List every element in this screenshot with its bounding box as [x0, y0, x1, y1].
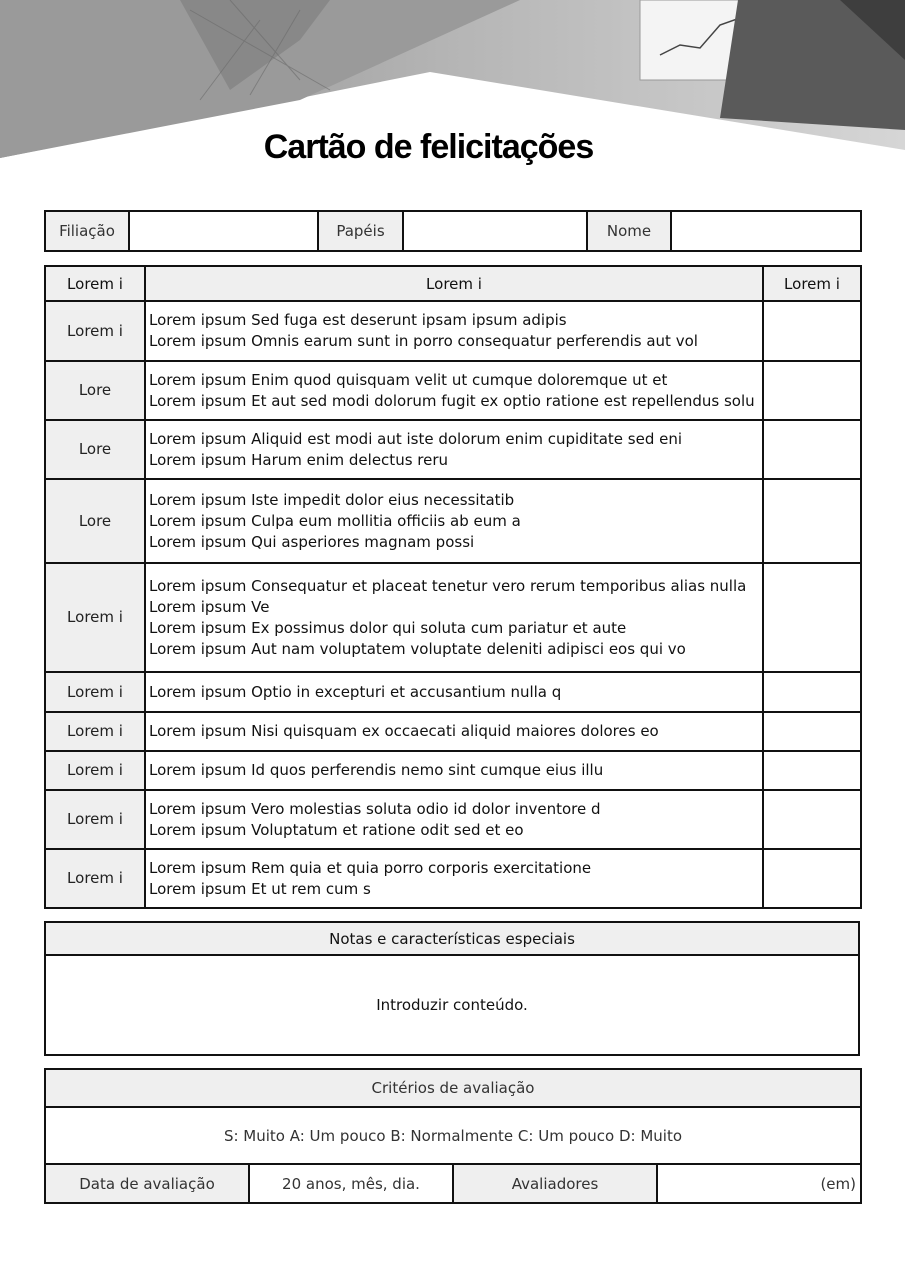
row-content [145, 751, 763, 790]
affiliation-label: Filiação [45, 211, 129, 251]
page-title: Cartão de felicitações [263, 128, 594, 166]
table-row [45, 712, 861, 751]
score-cell[interactable] [763, 420, 861, 479]
row-text-line: Lorem ipsum Et ut rem cum s [149, 879, 371, 898]
notes-header: Notas e características especiais [45, 922, 859, 955]
row-text-line: Lorem ipsum Qui asperiores magnam possi [149, 532, 475, 551]
table-row [45, 420, 861, 479]
row-text-line: Lorem ipsum Culpa eum mollitia officiis ab eum a [149, 511, 521, 530]
roles-label: Papéis [318, 211, 403, 251]
criteria-header: Critérios de avaliação [45, 1069, 861, 1107]
affiliation-field[interactable] [129, 211, 318, 251]
row-content [145, 849, 763, 908]
row-text-line: Lorem ipsum Harum enim delectus reru [149, 450, 449, 469]
row-label: Lorem i [45, 849, 145, 908]
row-label: Lorem i [45, 672, 145, 712]
row-text-line: Lorem ipsum Ex possimus dolor qui soluta cum pariatur et aute [149, 618, 627, 637]
row-text-line: Lorem ipsum Id quos perferendis nemo sint cumque eius illu [149, 761, 604, 779]
info-table [44, 210, 862, 252]
evaluators-label: Avaliadores [453, 1164, 657, 1203]
row-label: Lorem i [45, 790, 145, 849]
row-text-line: Lorem ipsum Voluptatum et ratione odit sed et eo [149, 820, 524, 839]
row-text-line: Lorem ipsum Omnis earum sunt in porro consequatur perferendis aut vol [149, 332, 698, 350]
row-label: Lore [45, 361, 145, 420]
row-text-line: Lorem ipsum Enim quod quisquam velit ut cumque doloremque ut et [149, 370, 668, 389]
row-text-line: Lorem ipsum Aliquid est modi aut iste dolorum enim cupiditate sed eni [149, 429, 683, 448]
evaluation-date-label: Data de avaliação [45, 1164, 249, 1203]
score-cell[interactable] [763, 479, 861, 563]
table-row [45, 479, 861, 563]
column-header: Lorem i [763, 266, 861, 301]
table-row [45, 361, 861, 420]
table-row [45, 790, 861, 849]
row-content [145, 479, 763, 563]
row-label: Lore [45, 479, 145, 563]
notes-table [44, 921, 860, 1056]
row-label: Lorem i [45, 712, 145, 751]
row-content [145, 301, 763, 361]
row-text-line: Lorem ipsum Vero molestias soluta odio id dolor inventore d [149, 799, 601, 818]
column-header: Lorem i [45, 266, 145, 301]
score-cell[interactable] [763, 790, 861, 849]
row-content [145, 420, 763, 479]
row-text-line: Lorem ipsum Optio in excepturi et accusantium nulla q [149, 682, 562, 701]
row-text-line: Lorem ipsum Consequatur et placeat tenetur vero rerum temporibus alias nulla [149, 576, 747, 595]
score-cell[interactable] [763, 712, 861, 751]
roles-field[interactable] [403, 211, 587, 251]
row-label: Lorem i [45, 563, 145, 672]
row-content [145, 563, 763, 672]
score-cell[interactable] [763, 301, 861, 361]
score-cell[interactable] [763, 563, 861, 672]
name-label: Nome [587, 211, 671, 251]
row-label: Lorem i [45, 751, 145, 790]
row-label: Lore [45, 420, 145, 479]
row-label: Lorem i [45, 301, 145, 361]
row-text-line: Lorem ipsum Iste impedit dolor eius necessitatib [149, 490, 515, 509]
notes-content[interactable]: Introduzir conteúdo. [45, 955, 859, 1055]
name-field[interactable] [671, 211, 861, 251]
criteria-scale: S: Muito A: Um pouco B: Normalmente C: Um pouco D: Muito [45, 1107, 861, 1164]
row-content [145, 361, 763, 420]
table-row [45, 563, 861, 672]
evaluation-date-field[interactable]: 20 anos, mês, dia. [249, 1164, 453, 1203]
row-content [145, 790, 763, 849]
table-row [45, 301, 861, 361]
score-cell[interactable] [763, 751, 861, 790]
row-text-line: Lorem ipsum Rem quia et quia porro corporis exercitatione [149, 858, 592, 877]
row-text-line: Lorem ipsum Nisi quisquam ex occaecati aliquid maiores dolores eo [149, 722, 659, 740]
row-text-line: Lorem ipsum Aut nam voluptatem voluptate deleniti adipisci eos qui vo [149, 639, 686, 658]
evaluation-table [44, 265, 862, 909]
table-row [45, 751, 861, 790]
criteria-table [44, 1068, 862, 1204]
table-row [45, 672, 861, 712]
row-content [145, 672, 763, 712]
row-text-line: Lorem ipsum Ve [149, 597, 270, 616]
column-header: Lorem i [145, 266, 763, 301]
row-content [145, 712, 763, 751]
evaluators-field[interactable]: (em) [657, 1164, 861, 1203]
row-text-line: Lorem ipsum Et aut sed modi dolorum fugit ex optio ratione est repellendus solu [149, 391, 755, 410]
row-text-line: Lorem ipsum Sed fuga est deserunt ipsam ipsum adipis [149, 311, 567, 329]
table-row [45, 849, 861, 908]
score-cell[interactable] [763, 672, 861, 712]
score-cell[interactable] [763, 361, 861, 420]
score-cell[interactable] [763, 849, 861, 908]
